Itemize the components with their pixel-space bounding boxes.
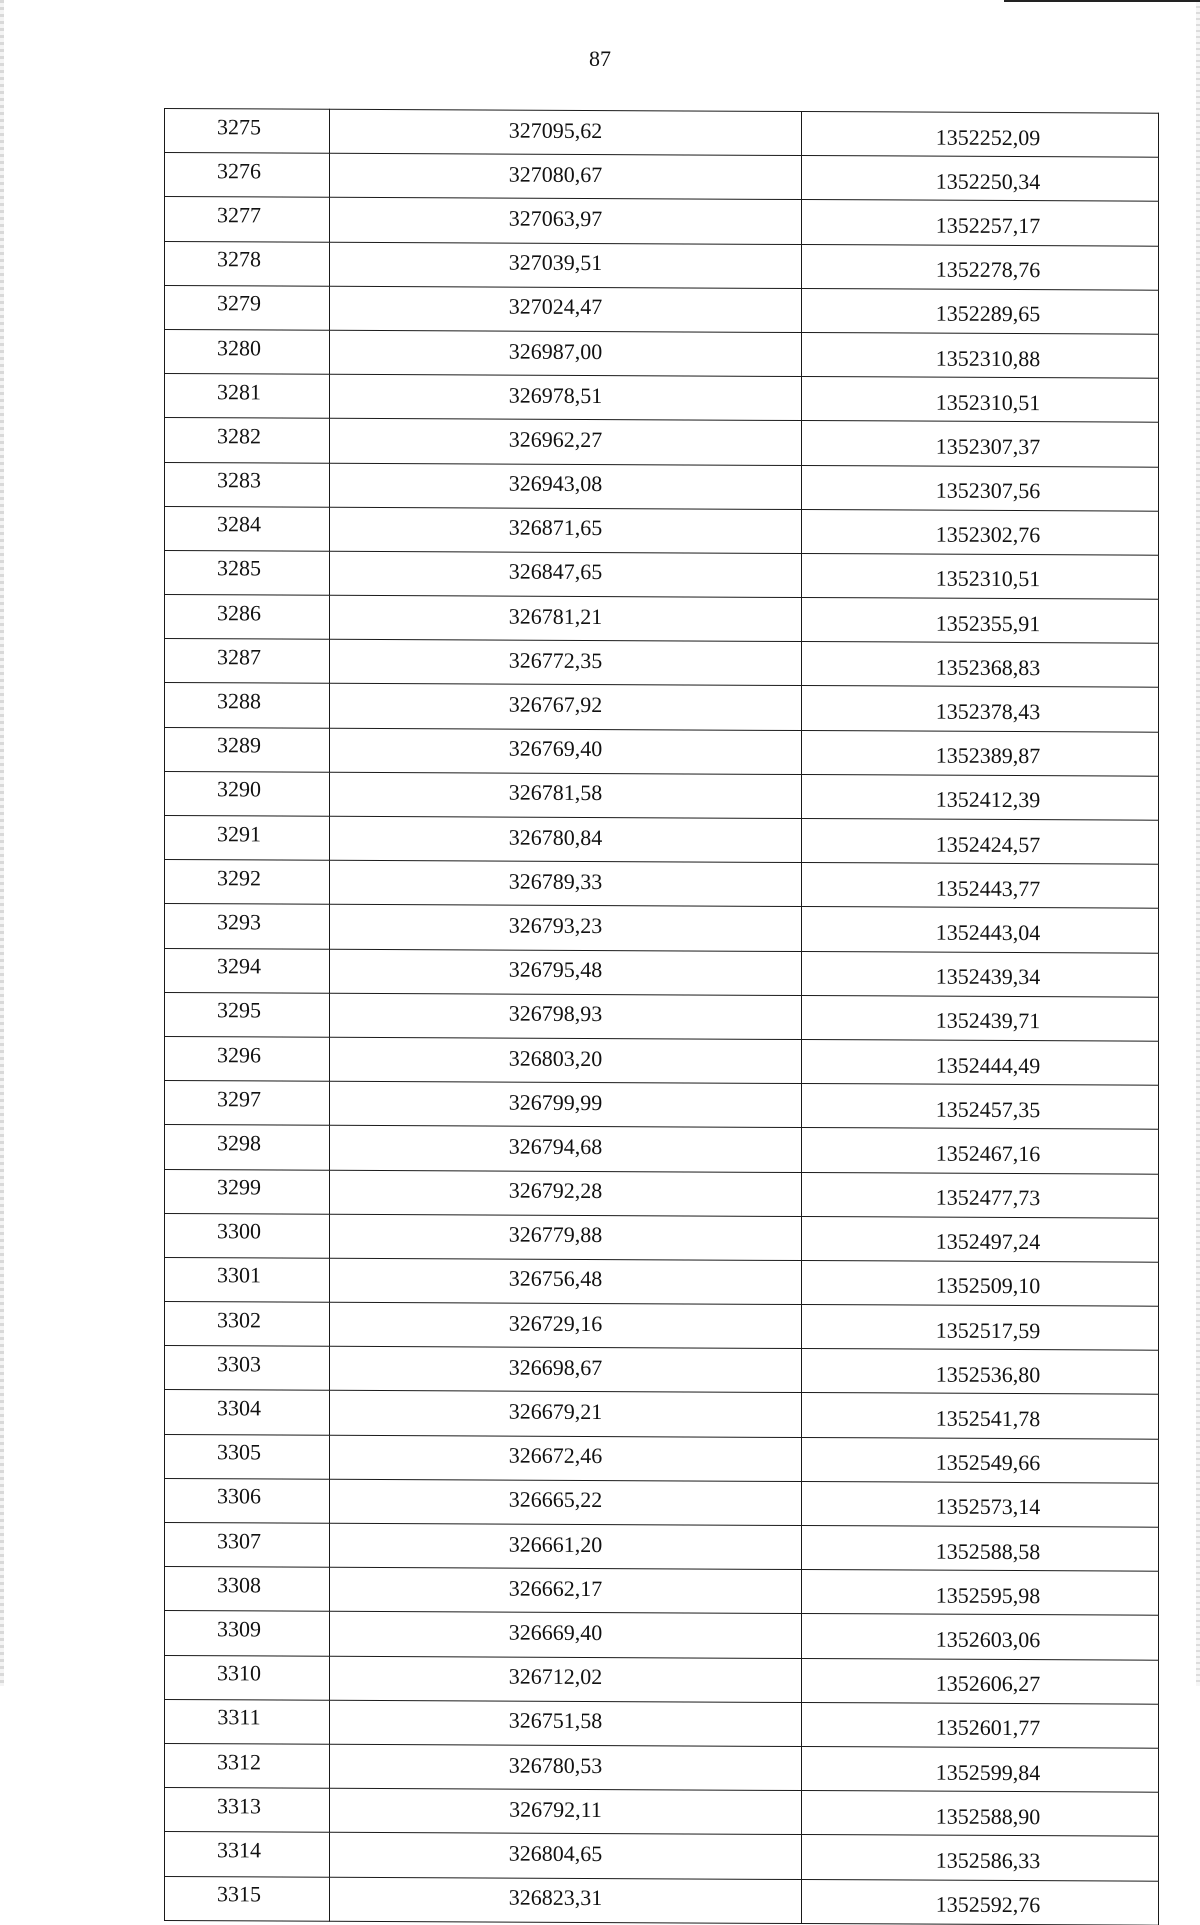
x-coordinate-text: 326781,21 <box>508 603 603 629</box>
point-number-text: 3306 <box>217 1483 261 1509</box>
table-row <box>165 1523 1159 1572</box>
point-number-text: 3311 <box>217 1704 261 1730</box>
point-number-cell <box>165 992 330 1037</box>
point-number-cell <box>165 109 330 154</box>
y-coordinate-cell <box>802 819 1159 865</box>
x-coordinate-cell <box>330 949 802 995</box>
table-row <box>165 1611 1159 1660</box>
point-number-cell <box>165 595 330 640</box>
coordinates-table <box>164 108 1159 1925</box>
point-number-cell <box>165 1125 330 1170</box>
x-coordinate-text: 326779,88 <box>508 1221 603 1248</box>
y-coordinate-text: 1352257,17 <box>935 212 1041 239</box>
x-coordinate-cell <box>330 993 802 1039</box>
x-coordinate-text: 326793,23 <box>508 912 603 939</box>
table-row <box>165 1036 1159 1085</box>
point-number-text: 3290 <box>217 776 261 802</box>
scan-edge-right <box>1196 0 1200 1686</box>
point-number-cell <box>165 1611 330 1656</box>
point-number-cell <box>165 1081 330 1126</box>
point-number-text: 3282 <box>217 423 261 449</box>
y-coordinate-cell <box>802 1746 1159 1792</box>
y-coordinate-cell <box>802 730 1159 776</box>
point-number-text: 3303 <box>217 1351 261 1377</box>
y-coordinate-text: 1352549,66 <box>935 1449 1041 1476</box>
x-coordinate-text: 326804,65 <box>508 1840 603 1866</box>
point-number-text: 3291 <box>217 820 261 847</box>
point-number-text: 3314 <box>217 1837 261 1863</box>
point-number-cell <box>165 771 330 816</box>
x-coordinate-text: 326978,51 <box>508 382 603 408</box>
y-coordinate-cell <box>802 288 1159 334</box>
x-coordinate-text: 326672,46 <box>508 1442 603 1469</box>
point-number-text: 3280 <box>217 334 261 360</box>
point-number-text: 3302 <box>217 1306 261 1333</box>
table-row <box>165 1213 1159 1262</box>
x-coordinate-cell <box>330 551 802 597</box>
x-coordinate-cell <box>330 507 802 553</box>
x-coordinate-cell <box>330 1258 802 1304</box>
x-coordinate-cell <box>330 1833 802 1879</box>
y-coordinate-text: 1352278,76 <box>935 256 1041 283</box>
point-number-cell <box>165 374 330 419</box>
x-coordinate-cell <box>330 595 802 641</box>
y-coordinate-text: 1352541,78 <box>935 1405 1041 1432</box>
y-coordinate-cell <box>802 642 1159 688</box>
point-number-text: 3300 <box>217 1218 261 1244</box>
x-coordinate-text: 326780,53 <box>508 1752 603 1778</box>
x-coordinate-cell <box>330 1567 802 1613</box>
y-coordinate-cell <box>802 200 1159 246</box>
x-coordinate-cell <box>330 772 802 818</box>
point-number-cell <box>165 1434 330 1479</box>
x-coordinate-cell <box>330 198 802 244</box>
x-coordinate-text: 326962,27 <box>508 426 603 452</box>
x-coordinate-text: 326751,58 <box>508 1707 603 1734</box>
table-row <box>165 418 1159 467</box>
point-number-cell <box>165 860 330 905</box>
x-coordinate-text: 326871,65 <box>508 514 603 541</box>
y-coordinate-text: 1352586,33 <box>935 1847 1041 1874</box>
y-coordinate-cell <box>802 465 1159 511</box>
y-coordinate-text: 1352439,34 <box>935 963 1041 990</box>
x-coordinate-text: 326847,65 <box>508 559 603 585</box>
table-row <box>165 1434 1159 1483</box>
x-coordinate-text: 326698,67 <box>508 1354 603 1380</box>
point-number-text: 3288 <box>217 688 261 714</box>
table-row <box>165 948 1159 997</box>
x-coordinate-cell <box>330 419 802 465</box>
point-number-text: 3284 <box>217 511 261 537</box>
y-coordinate-cell <box>802 951 1159 997</box>
point-number-cell <box>165 197 330 242</box>
y-coordinate-text: 1352310,51 <box>935 566 1041 592</box>
point-number-cell <box>165 418 330 463</box>
point-number-cell <box>165 639 330 684</box>
y-coordinate-text: 1352355,91 <box>935 610 1041 636</box>
table-row <box>165 241 1159 290</box>
point-number-text: 3276 <box>217 158 261 184</box>
x-coordinate-text: 326781,58 <box>508 780 603 806</box>
point-number-text: 3285 <box>217 555 261 581</box>
point-number-text: 3310 <box>217 1660 261 1686</box>
point-number-text: 3283 <box>217 467 261 493</box>
y-coordinate-text: 1352595,98 <box>935 1582 1041 1608</box>
y-coordinate-text: 1352592,76 <box>935 1891 1041 1918</box>
y-coordinate-cell <box>802 1349 1159 1395</box>
y-coordinate-text: 1352517,59 <box>935 1317 1041 1343</box>
table-row <box>165 1478 1159 1527</box>
y-coordinate-text: 1352573,14 <box>935 1494 1041 1520</box>
x-coordinate-cell <box>330 1214 802 1260</box>
y-coordinate-cell <box>802 1084 1159 1130</box>
x-coordinate-text: 326803,20 <box>508 1045 603 1071</box>
x-coordinate-cell <box>330 330 802 376</box>
y-coordinate-cell <box>802 377 1159 423</box>
coordinates-table-body <box>165 109 1159 1925</box>
point-number-cell <box>165 506 330 551</box>
y-coordinate-cell <box>802 1128 1159 1174</box>
y-coordinate-text: 1352252,09 <box>935 124 1041 150</box>
x-coordinate-cell <box>330 1479 802 1525</box>
x-coordinate-cell <box>330 1788 802 1834</box>
table-row <box>165 285 1159 334</box>
table-row <box>165 1302 1159 1351</box>
y-coordinate-text: 1352497,24 <box>935 1228 1041 1255</box>
x-coordinate-text: 327024,47 <box>508 293 603 320</box>
x-coordinate-cell <box>330 1347 802 1393</box>
table-row <box>165 1788 1159 1837</box>
y-coordinate-text: 1352588,90 <box>935 1803 1041 1829</box>
x-coordinate-text: 326798,93 <box>508 1000 603 1027</box>
table-row <box>165 1832 1159 1881</box>
table-row <box>165 1346 1159 1395</box>
x-coordinate-text: 326943,08 <box>508 470 603 497</box>
y-coordinate-cell <box>802 332 1159 378</box>
x-coordinate-cell <box>330 1700 802 1746</box>
y-coordinate-text: 1352307,56 <box>935 477 1041 504</box>
y-coordinate-cell <box>802 1393 1159 1439</box>
point-number-cell <box>165 1169 330 1214</box>
point-number-text: 3286 <box>217 599 261 626</box>
table-row <box>165 462 1159 511</box>
y-coordinate-text: 1352389,87 <box>935 742 1041 769</box>
point-number-cell <box>165 462 330 507</box>
x-coordinate-cell <box>330 860 802 906</box>
point-number-text: 3312 <box>217 1748 261 1774</box>
point-number-text: 3294 <box>217 953 261 979</box>
y-coordinate-text: 1352310,51 <box>935 389 1041 415</box>
x-coordinate-text: 326662,17 <box>508 1575 603 1601</box>
point-number-cell <box>165 1567 330 1612</box>
point-number-text: 3307 <box>217 1527 261 1554</box>
table-row <box>165 1743 1159 1792</box>
y-coordinate-text: 1352477,73 <box>935 1184 1041 1211</box>
x-coordinate-text: 326772,35 <box>508 647 603 673</box>
x-coordinate-cell <box>330 816 802 862</box>
table-row <box>165 1699 1159 1748</box>
y-coordinate-cell <box>802 1791 1159 1837</box>
table-row <box>165 727 1159 776</box>
table-row <box>165 860 1159 909</box>
x-coordinate-text: 327095,62 <box>508 117 603 143</box>
x-coordinate-text: 326795,48 <box>508 956 603 983</box>
x-coordinate-text: 326729,16 <box>508 1310 603 1336</box>
table-row <box>165 771 1159 820</box>
point-number-text: 3299 <box>217 1174 261 1200</box>
y-coordinate-cell <box>802 907 1159 953</box>
x-coordinate-cell <box>330 1744 802 1790</box>
y-coordinate-cell <box>802 1305 1159 1351</box>
table-row <box>165 683 1159 732</box>
table-row <box>165 1655 1159 1704</box>
table-row <box>165 329 1159 378</box>
y-coordinate-cell <box>802 421 1159 467</box>
point-number-cell <box>165 329 330 374</box>
point-number-text: 3278 <box>217 246 261 272</box>
x-coordinate-text: 326789,33 <box>508 868 603 894</box>
table-row <box>165 550 1159 599</box>
x-coordinate-text: 326792,11 <box>509 1796 602 1822</box>
point-number-text: 3297 <box>217 1085 261 1112</box>
x-coordinate-cell <box>330 153 802 199</box>
y-coordinate-cell <box>802 1702 1159 1748</box>
y-coordinate-cell <box>802 598 1159 644</box>
y-coordinate-cell <box>802 774 1159 820</box>
table-row <box>165 639 1159 688</box>
table-row <box>165 197 1159 246</box>
x-coordinate-cell <box>330 374 802 420</box>
x-coordinate-text: 326669,40 <box>508 1619 603 1646</box>
x-coordinate-cell <box>330 286 802 332</box>
y-coordinate-text: 1352424,57 <box>935 831 1041 857</box>
x-coordinate-cell <box>330 1302 802 1348</box>
point-number-cell <box>165 1257 330 1302</box>
point-number-cell <box>165 153 330 198</box>
table-row <box>165 992 1159 1041</box>
x-coordinate-text: 326987,00 <box>508 338 603 364</box>
point-number-cell <box>165 1213 330 1258</box>
point-number-text: 3309 <box>217 1616 261 1642</box>
x-coordinate-cell <box>330 242 802 288</box>
point-number-text: 3295 <box>217 997 261 1023</box>
point-number-cell <box>165 816 330 861</box>
x-coordinate-cell <box>330 1523 802 1569</box>
x-coordinate-text: 326780,84 <box>508 824 603 850</box>
y-coordinate-cell <box>802 112 1159 158</box>
table-row <box>165 1169 1159 1218</box>
y-coordinate-cell <box>802 1260 1159 1306</box>
y-coordinate-text: 1352599,84 <box>935 1759 1041 1785</box>
y-coordinate-text: 1352588,58 <box>935 1538 1041 1564</box>
point-number-text: 3277 <box>217 202 261 228</box>
y-coordinate-cell <box>802 1614 1159 1660</box>
x-coordinate-cell <box>330 905 802 951</box>
point-number-text: 3289 <box>217 732 261 758</box>
point-number-cell <box>165 948 330 993</box>
y-coordinate-cell <box>802 1526 1159 1572</box>
x-coordinate-text: 327063,97 <box>508 205 603 232</box>
point-number-cell <box>165 1478 330 1523</box>
y-coordinate-text: 1352601,77 <box>935 1714 1041 1741</box>
y-coordinate-text: 1352457,35 <box>935 1096 1041 1122</box>
y-coordinate-text: 1352250,34 <box>935 168 1041 194</box>
x-coordinate-cell <box>330 109 802 155</box>
y-coordinate-cell <box>802 995 1159 1041</box>
table-row <box>165 1257 1159 1306</box>
table-row <box>165 1081 1159 1130</box>
y-coordinate-cell <box>802 1039 1159 1085</box>
y-coordinate-text: 1352289,65 <box>935 300 1041 327</box>
point-number-text: 3313 <box>217 1792 261 1819</box>
point-number-cell <box>165 1036 330 1081</box>
point-number-text: 3305 <box>217 1439 261 1465</box>
table-row <box>165 595 1159 644</box>
point-number-cell <box>165 1302 330 1347</box>
table-row <box>165 109 1159 158</box>
x-coordinate-cell <box>330 1435 802 1481</box>
y-coordinate-text: 1352603,06 <box>935 1626 1041 1653</box>
y-coordinate-text: 1352302,76 <box>935 521 1041 548</box>
x-coordinate-cell <box>330 684 802 730</box>
point-number-text: 3281 <box>217 378 261 405</box>
x-coordinate-cell <box>330 1126 802 1172</box>
point-number-text: 3315 <box>217 1881 261 1907</box>
y-coordinate-text: 1352412,39 <box>935 787 1041 813</box>
x-coordinate-cell <box>330 1612 802 1658</box>
x-coordinate-cell <box>330 1170 802 1216</box>
table-row <box>165 1567 1159 1616</box>
page-number: 87 <box>589 46 611 71</box>
point-number-text: 3287 <box>217 644 261 670</box>
x-coordinate-cell <box>330 728 802 774</box>
y-coordinate-cell <box>802 1216 1159 1262</box>
point-number-text: 3296 <box>217 1041 261 1067</box>
point-number-cell <box>165 550 330 595</box>
x-coordinate-text: 327039,51 <box>508 249 603 276</box>
x-coordinate-text: 327080,67 <box>508 161 603 187</box>
y-coordinate-text: 1352310,88 <box>935 345 1041 371</box>
y-coordinate-text: 1352368,83 <box>935 654 1041 680</box>
x-coordinate-text: 326799,99 <box>508 1089 603 1115</box>
scan-edge-left <box>0 0 4 1686</box>
x-coordinate-cell <box>330 1391 802 1437</box>
x-coordinate-text: 326823,31 <box>508 1884 603 1911</box>
top-rule <box>1004 0 1200 2</box>
y-coordinate-text: 1352307,37 <box>935 433 1041 460</box>
point-number-cell <box>165 1390 330 1435</box>
y-coordinate-text: 1352606,27 <box>935 1670 1041 1697</box>
x-coordinate-text: 326661,20 <box>508 1531 603 1557</box>
point-number-cell <box>165 241 330 286</box>
x-coordinate-text: 326792,28 <box>508 1177 603 1204</box>
y-coordinate-text: 1352443,77 <box>935 875 1041 901</box>
y-coordinate-cell <box>802 244 1159 290</box>
y-coordinate-text: 1352509,10 <box>935 1273 1041 1299</box>
table-row <box>165 1390 1159 1439</box>
y-coordinate-cell <box>802 553 1159 599</box>
y-coordinate-cell <box>802 1481 1159 1527</box>
point-number-cell <box>165 1655 330 1700</box>
y-coordinate-cell <box>802 156 1159 202</box>
point-number-cell <box>165 285 330 330</box>
y-coordinate-text: 1352443,04 <box>935 919 1041 946</box>
table-row <box>165 1125 1159 1174</box>
point-number-text: 3304 <box>217 1395 261 1421</box>
x-coordinate-text: 326756,48 <box>508 1266 603 1292</box>
point-number-text: 3298 <box>217 1130 261 1156</box>
x-coordinate-cell <box>330 640 802 686</box>
y-coordinate-cell <box>802 1835 1159 1881</box>
x-coordinate-cell <box>330 1877 802 1923</box>
y-coordinate-text: 1352378,43 <box>935 698 1041 725</box>
point-number-text: 3308 <box>217 1572 261 1598</box>
point-number-cell <box>165 1788 330 1833</box>
point-number-text: 3292 <box>217 865 261 891</box>
y-coordinate-cell <box>802 863 1159 909</box>
point-number-cell <box>165 1346 330 1391</box>
x-coordinate-text: 326769,40 <box>508 735 603 762</box>
y-coordinate-cell <box>802 1172 1159 1218</box>
y-coordinate-cell <box>802 1879 1159 1925</box>
x-coordinate-text: 326665,22 <box>508 1487 603 1513</box>
x-coordinate-text: 326679,21 <box>508 1398 603 1425</box>
x-coordinate-cell <box>330 1037 802 1083</box>
y-coordinate-text: 1352444,49 <box>935 1052 1041 1078</box>
x-coordinate-cell <box>330 1656 802 1702</box>
point-number-cell <box>165 904 330 949</box>
y-coordinate-text: 1352439,71 <box>935 1007 1041 1034</box>
point-number-text: 3279 <box>217 290 261 316</box>
point-number-cell <box>165 1699 330 1744</box>
table-row <box>165 904 1159 953</box>
point-number-cell <box>165 1523 330 1568</box>
x-coordinate-text: 326794,68 <box>508 1133 603 1159</box>
point-number-text: 3275 <box>217 113 261 140</box>
point-number-text: 3301 <box>217 1262 261 1288</box>
table-row <box>165 1876 1159 1925</box>
point-number-cell <box>165 1743 330 1788</box>
x-coordinate-cell <box>330 1081 802 1127</box>
point-number-text: 3293 <box>217 909 261 935</box>
y-coordinate-text: 1352536,80 <box>935 1361 1041 1387</box>
y-coordinate-cell <box>802 1658 1159 1704</box>
x-coordinate-text: 326767,92 <box>508 691 603 718</box>
table-row <box>165 816 1159 865</box>
y-coordinate-cell <box>802 686 1159 732</box>
y-coordinate-cell <box>802 1570 1159 1616</box>
y-coordinate-cell <box>802 509 1159 555</box>
y-coordinate-text: 1352467,16 <box>935 1140 1041 1167</box>
x-coordinate-cell <box>330 463 802 509</box>
table-row <box>165 506 1159 555</box>
point-number-cell <box>165 1876 330 1921</box>
point-number-cell <box>165 727 330 772</box>
y-coordinate-cell <box>802 1437 1159 1483</box>
x-coordinate-text: 326712,02 <box>508 1663 603 1690</box>
table-row <box>165 374 1159 423</box>
point-number-cell <box>165 683 330 728</box>
point-number-cell <box>165 1832 330 1877</box>
table-row <box>165 153 1159 202</box>
